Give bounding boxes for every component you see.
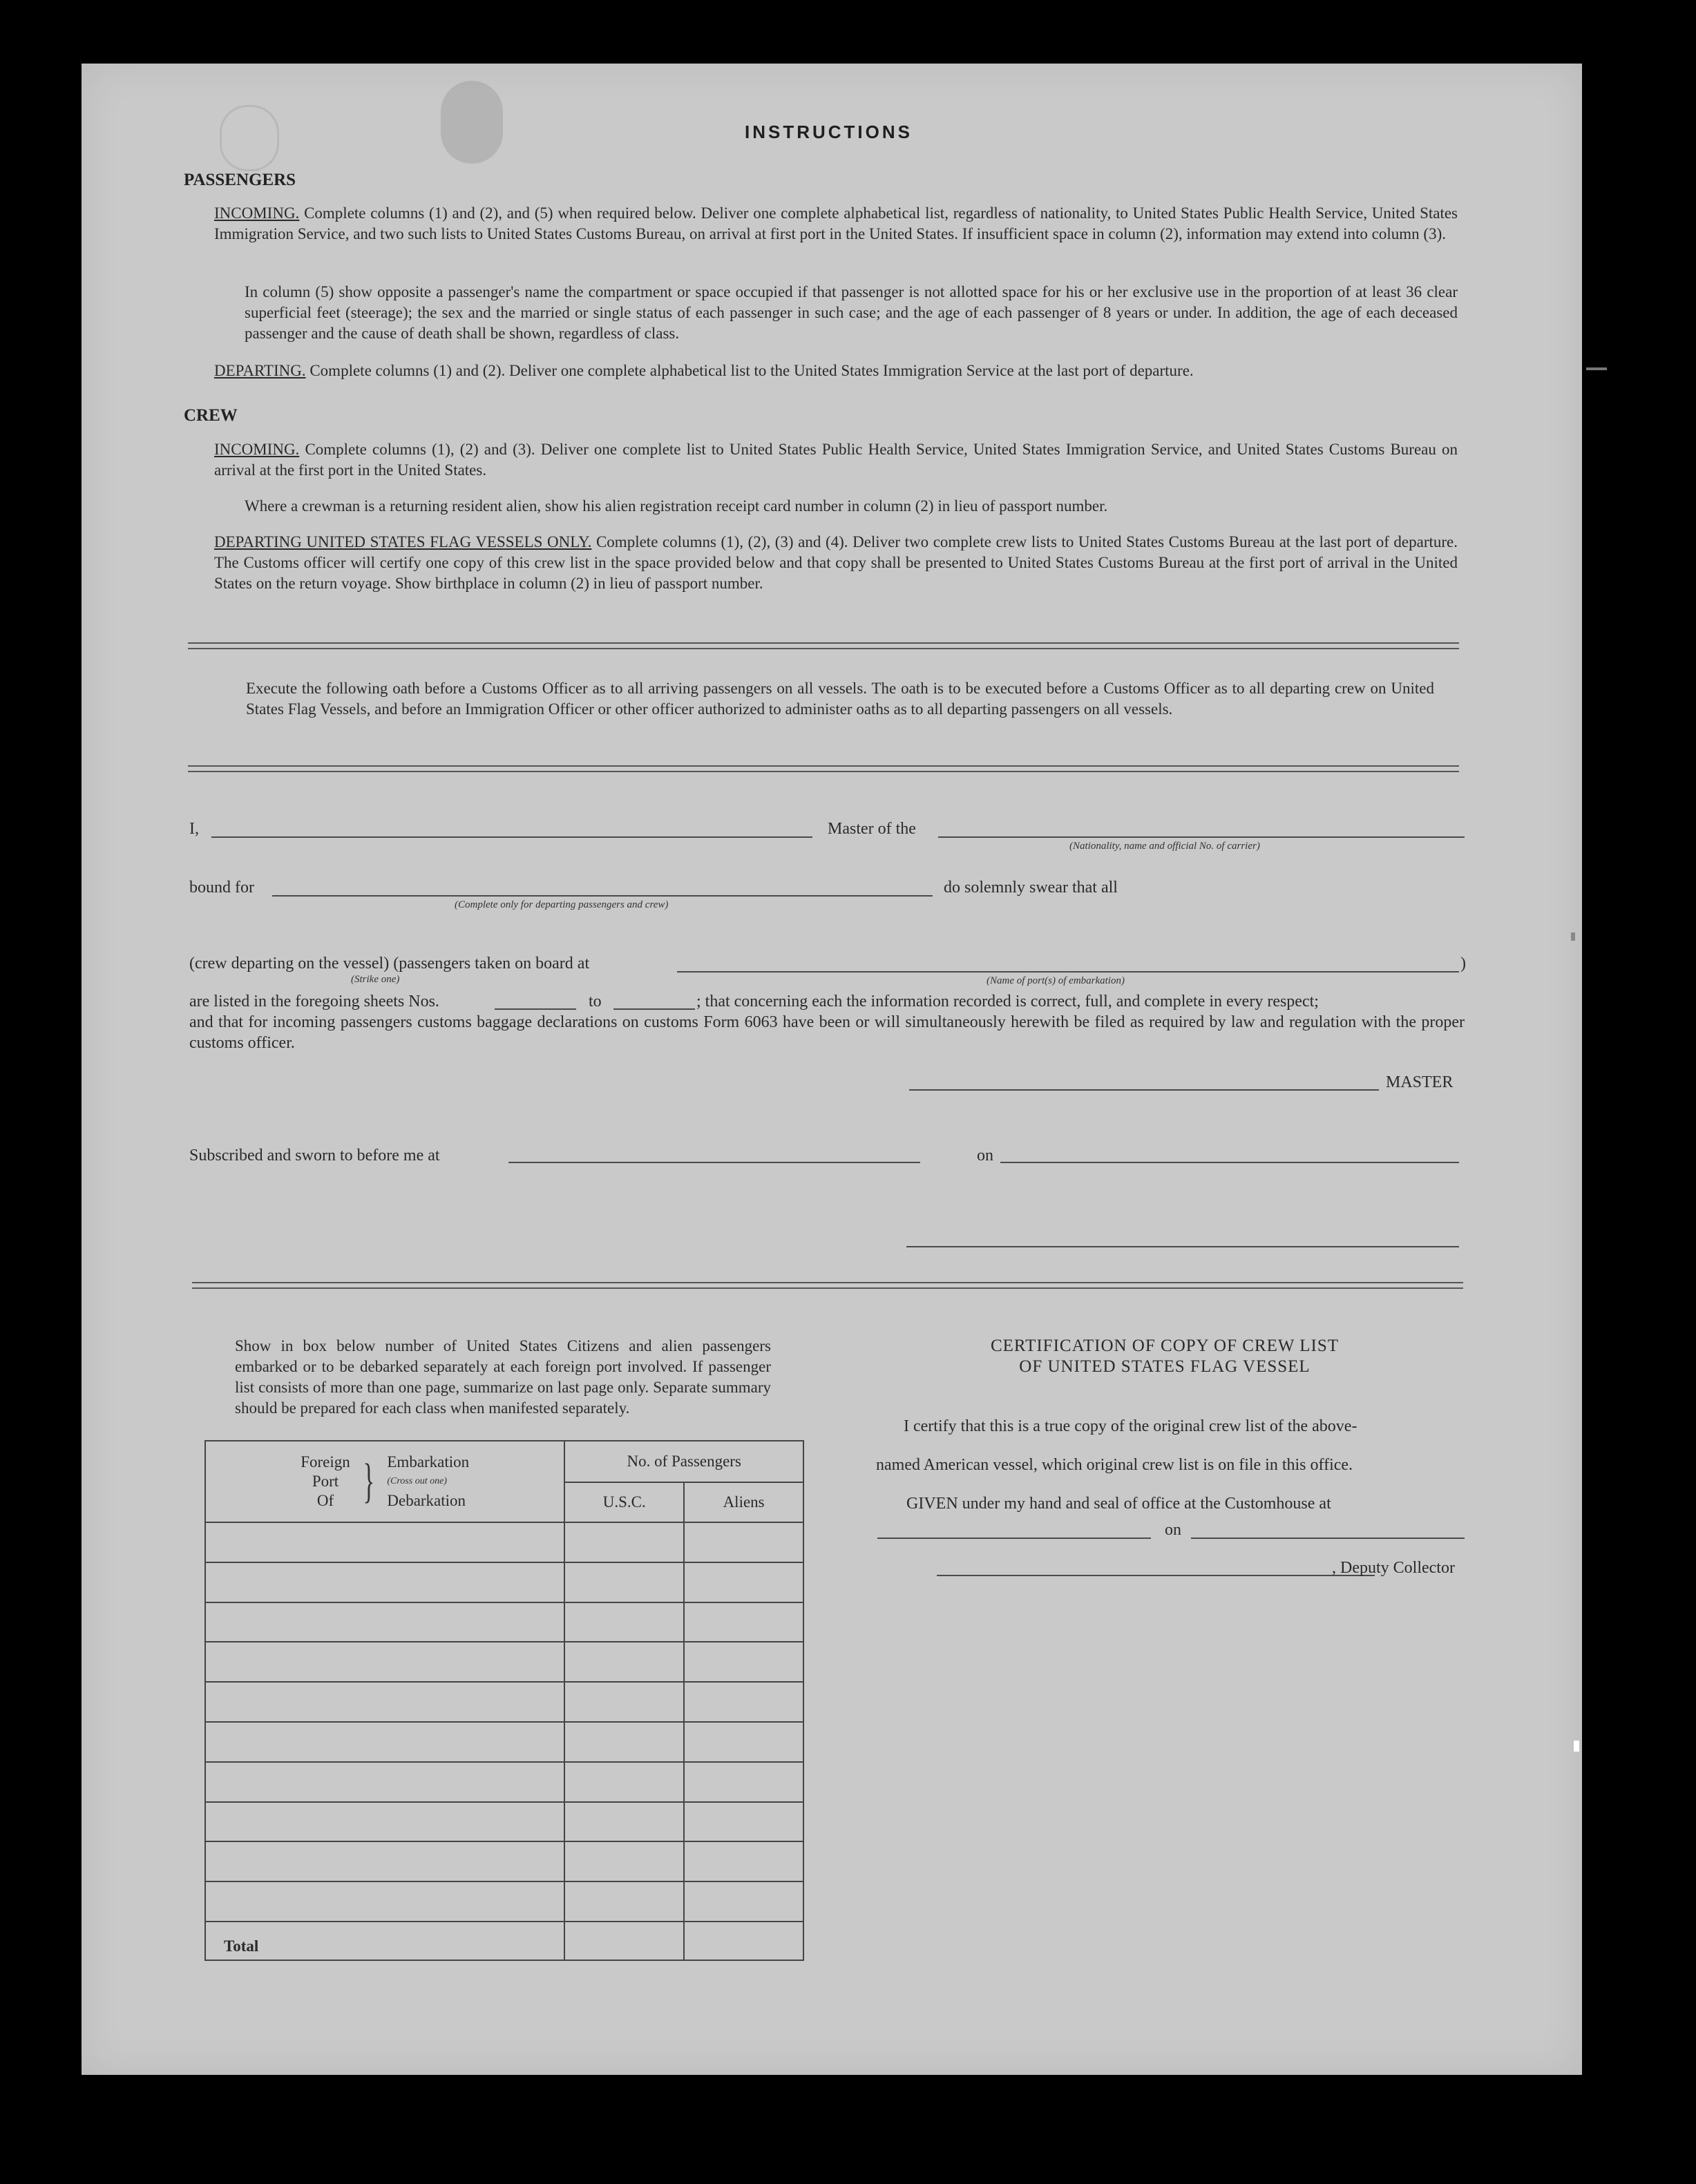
ghost-emblem <box>220 105 279 171</box>
certification-on-label: on <box>1165 1521 1181 1539</box>
certification-title-line1: CERTIFICATION OF COPY OF CREW LIST <box>990 1337 1340 1355</box>
passengers-incoming-paragraph <box>214 203 1458 245</box>
crew-departing-paragraph <box>214 532 1458 594</box>
usc-cell[interactable] <box>564 1522 684 1562</box>
deputy-signature-field[interactable] <box>937 1575 1375 1576</box>
table-row <box>205 1802 803 1842</box>
aliens-cell[interactable] <box>684 1562 803 1602</box>
crew-resident-alien-paragraph: Where a crewman is a returning resident alien, show his alien registration receipt card number in column (2) in lieu of passport number. <box>245 497 1108 515</box>
brace-icon: } <box>363 1455 374 1508</box>
embarkation-ports-field[interactable] <box>677 971 1459 973</box>
crew-departing-label: DEPARTING UNITED STATES FLAG VESSELS ONLY. <box>214 533 592 550</box>
sheet-stamp-mark <box>441 81 503 164</box>
usc-cell[interactable] <box>564 1762 684 1802</box>
master-name-field[interactable] <box>211 836 812 838</box>
table-row <box>205 1722 803 1762</box>
table-row <box>205 1762 803 1802</box>
col-foreign-label: Foreign <box>301 1453 350 1471</box>
page-title: INSTRUCTIONS <box>745 122 913 142</box>
port-column-header <box>205 1441 564 1522</box>
aliens-cell[interactable] <box>684 1762 803 1802</box>
oath-strike-text: (crew departing on the vessel) (passengers taken on board at <box>189 955 590 973</box>
aliens-cell[interactable] <box>684 1602 803 1642</box>
carrier-field[interactable] <box>938 836 1465 838</box>
table-header-row <box>205 1441 803 1482</box>
aliens-cell[interactable] <box>684 1881 803 1922</box>
usc-cell[interactable] <box>564 1802 684 1842</box>
crew-incoming-paragraph <box>214 439 1458 481</box>
crew-heading: CREW <box>184 406 238 425</box>
oath-close-paren: ) <box>1460 955 1466 973</box>
subscribed-label: Subscribed and sworn to before me at <box>189 1147 440 1165</box>
aliens-cell[interactable] <box>684 1522 803 1562</box>
aliens-cell[interactable] <box>684 1682 803 1722</box>
crew-incoming-label: INCOMING. <box>214 441 300 458</box>
col-cross-hint: (Cross out one) <box>387 1476 447 1486</box>
usc-cell[interactable] <box>564 1881 684 1922</box>
oath-listed-text-2: ; that concerning each the information recorded is correct, full, and complete in every respect; <box>696 993 1319 1010</box>
aliens-cell[interactable] <box>684 1722 803 1762</box>
master-signature-field[interactable] <box>909 1089 1379 1091</box>
port-cell[interactable] <box>205 1562 564 1602</box>
total-label: Total <box>205 1922 564 1960</box>
port-cell[interactable] <box>205 1602 564 1642</box>
usc-cell[interactable] <box>564 1722 684 1762</box>
usc-column-header: U.S.C. <box>564 1482 684 1522</box>
port-cell[interactable] <box>205 1841 564 1881</box>
summary-instruction: Show in box below number of United States Citizens and alien passengers embarked or to be debarked separately at each foreign port involved. If passenger list consists of more than one page, summarize on last page only. Separate summary should be prepared for each class when manifested separately. <box>235 1337 771 1417</box>
oath-swear-text: do solemnly swear that all <box>944 879 1118 897</box>
aliens-cell[interactable] <box>684 1802 803 1842</box>
customhouse-field[interactable] <box>877 1538 1151 1539</box>
sworn-location-field[interactable] <box>508 1162 920 1163</box>
table-row <box>205 1602 803 1642</box>
usc-cell[interactable] <box>564 1682 684 1722</box>
strike-hint: (Strike one) <box>351 974 400 985</box>
no-passengers-header: No. of Passengers <box>564 1441 803 1482</box>
table-row <box>205 1522 803 1562</box>
passengers-departing-paragraph <box>214 361 1458 381</box>
table-row <box>205 1841 803 1881</box>
port-cell[interactable] <box>205 1762 564 1802</box>
passengers-departing-label: DEPARTING. <box>214 362 306 379</box>
scan-mark-2 <box>1571 932 1575 941</box>
certification-line1: I certify that this is a true copy of the original crew list of the above- <box>904 1417 1357 1435</box>
usc-cell[interactable] <box>564 1562 684 1602</box>
scan-mark-1 <box>1586 367 1607 370</box>
ports-hint: (Name of port(s) of embarkation) <box>987 975 1125 986</box>
table-row <box>205 1682 803 1722</box>
certification-title-line2: OF UNITED STATES FLAG VESSEL <box>1019 1357 1311 1376</box>
section-divider-2 <box>188 765 1459 772</box>
sworn-date-field[interactable] <box>1000 1162 1459 1163</box>
section-divider-3 <box>192 1282 1463 1289</box>
col-embarkation-label: Embarkation <box>387 1453 470 1471</box>
aliens-cell[interactable] <box>684 1642 803 1682</box>
total-usc-cell[interactable] <box>564 1922 684 1960</box>
passengers-departing-text: Complete columns (1) and (2). Deliver one complete alphabetical list to the United States Immigration Service at the last port of departure. <box>309 362 1194 379</box>
usc-cell[interactable] <box>564 1642 684 1682</box>
oath-listed-to: to <box>589 993 602 1010</box>
table-row <box>205 1642 803 1682</box>
oath-i-label: I, <box>189 820 199 838</box>
table-row <box>205 1881 803 1922</box>
oath-listed-text-3: and that for incoming passengers customs baggage declarations on customs Form 6063 have been or will simultaneously herewith be filed as required by law and regulation with the proper customs officer. <box>189 1013 1465 1052</box>
scan-mark-3 <box>1574 1741 1579 1752</box>
usc-cell[interactable] <box>564 1841 684 1881</box>
sheet-to-field[interactable] <box>613 1008 695 1010</box>
oath-instruction-paragraph: Execute the following oath before a Customs Officer as to all arriving passengers on all vessels. The oath is to be executed before a Customs Officer as to all departing crew on United States Flag Vessels, and before an Immigration Officer or other officer authorized to administer oaths as to all departing passengers on all vessels. <box>246 680 1434 718</box>
oath-bound-for-label: bound for <box>189 879 254 897</box>
table-row <box>205 1562 803 1602</box>
passengers-heading: PASSENGERS <box>184 171 296 189</box>
form-page <box>82 64 1582 2075</box>
port-cell[interactable] <box>205 1522 564 1562</box>
sheet-from-field[interactable] <box>495 1008 576 1010</box>
deputy-collector-label: , Deputy Collector <box>1332 1559 1455 1577</box>
port-cell[interactable] <box>205 1802 564 1842</box>
certification-date-field[interactable] <box>1191 1538 1465 1539</box>
col-of-label: Of <box>316 1492 334 1509</box>
bound-for-hint: (Complete only for departing passengers and crew) <box>455 899 669 910</box>
passengers-incoming-label: INCOMING. <box>214 204 300 222</box>
usc-cell[interactable] <box>564 1602 684 1642</box>
oath-listed-text-1: are listed in the foregoing sheets Nos. <box>189 993 439 1010</box>
passengers-column5-paragraph: In column (5) show opposite a passenger's name the compartment or space occupied if that passenger is not allotted space for his or her exclusive use in the proportion of at least 36 clear superficial feet (steerage); the sex and the married or single status of each passenger in such case; and the age of each passenger of 8 years or under. In addition, the age of each deceased passenger and the cause of death shall be shown, regardless of class. <box>245 283 1458 342</box>
certification-line3: GIVEN under my hand and seal of office at the Customhouse at <box>906 1495 1331 1513</box>
aliens-cell[interactable] <box>684 1841 803 1881</box>
port-cell[interactable] <box>205 1682 564 1722</box>
oath-master-of-label: Master of the <box>828 820 916 838</box>
certification-title <box>882 1336 1448 1377</box>
aliens-column-header: Aliens <box>684 1482 803 1522</box>
crew-incoming-text: Complete columns (1), (2) and (3). Deliver one complete list to United States Public Health Service, United States Immigration Service, and United States Customs Bureau on arrival at the first port in the United States. <box>214 441 1458 479</box>
port-cell[interactable] <box>205 1881 564 1922</box>
master-label: MASTER <box>1386 1073 1454 1091</box>
carrier-hint: (Nationality, name and official No. of carrier) <box>1069 841 1260 852</box>
passengers-incoming-text: Complete columns (1) and (2), and (5) when required below. Deliver one complete alphabetical list, regardless of nationality, to United States Public Health Service, United States Immigration Service, and two such lists to United States Customs Bureau, on arrival at first port in the United States. If insufficient space in column (2), information may extend into column (3). <box>214 204 1458 242</box>
certification-line2: named American vessel, which original crew list is on file in this office. <box>876 1456 1353 1474</box>
port-cell[interactable] <box>205 1722 564 1762</box>
crew-departing-text: Complete columns (1), (2), (3) and (4). Deliver two complete crew lists to United States Customs Bureau at the last port of departure. The Customs officer will certify one copy of this crew list in the space provided below and that copy shall be presented to United States Customs Bureau at the first port of arrival in the United States on the return voyage. Show birthplace in column (2) in lieu of passport number. <box>214 533 1458 592</box>
section-divider-1 <box>188 642 1459 649</box>
passenger-summary-table <box>204 1440 804 1961</box>
port-cell[interactable] <box>205 1642 564 1682</box>
col-debarkation-label: Debarkation <box>387 1492 466 1509</box>
bound-for-field[interactable] <box>272 895 933 897</box>
total-row <box>205 1922 803 1960</box>
sworn-on-label: on <box>977 1147 993 1165</box>
col-port-label: Port <box>312 1473 339 1490</box>
officer-signature-field[interactable] <box>906 1246 1459 1247</box>
total-aliens-cell[interactable] <box>684 1922 803 1960</box>
